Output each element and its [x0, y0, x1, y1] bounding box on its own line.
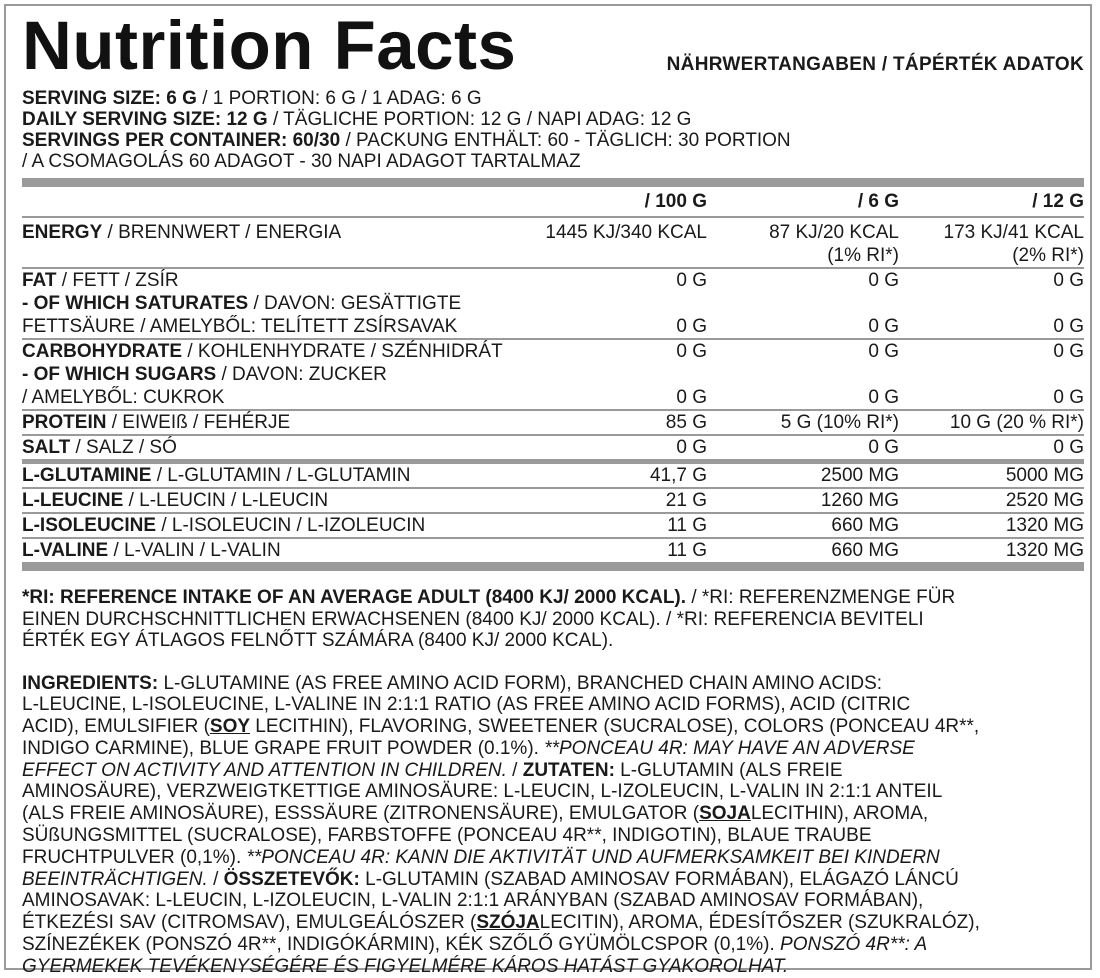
- protein-translations: / EIWEIß / FEHÉRJE: [106, 412, 291, 433]
- energy-12g-ri: (2% RI*): [1012, 245, 1084, 266]
- subtitle: NÄHRWERTANGABEN / TÁPÉRTÉK ADATOK: [666, 54, 1084, 75]
- zutaten-warning: **PONCEAU 4R: KANN DIE AKTIVITÄT UND AUFMERKSAMKEIT BEI KINDERN: [246, 846, 940, 868]
- protein-row: [22, 411, 1084, 434]
- carbohydrate-translations: / KOHLENHYDRATE / SZÉNHIDRÁT: [182, 341, 503, 362]
- nutrition-label: [4, 4, 1092, 977]
- valine-label: L-VALINE: [22, 540, 109, 561]
- daily-serving-text: / TÄGLICHE PORTION: 12 G / NAPI ADAG: 12 G: [267, 109, 692, 130]
- zutaten-text: LECITHIN), AROMA,: [750, 803, 929, 825]
- fat-100g: 0 G: [676, 270, 707, 291]
- serving-size-label: SERVING SIZE: 6 G: [22, 88, 197, 109]
- fat-translations: / FETT / ZSÍR: [56, 270, 179, 291]
- ingredients-text: INDIGO CARMINE), BLUE GRAPE FRUIT POWDER (0.1%).: [22, 737, 545, 759]
- glutamine-100g: 41,7 G: [649, 465, 707, 486]
- ri-note-de-2: EINEN DURCHSCHNITTLICHEN ERWACHSENEN (8400 KJ/ 2000 KCAL). / *RI: REFERENCIA BEVITELI: [22, 608, 924, 630]
- valine-translations: / L-VALIN / L-VALIN: [108, 540, 281, 561]
- glutamine-6g: 2500 MG: [820, 465, 899, 486]
- carbohydrate-100g: 0 G: [676, 341, 707, 362]
- allergen-soja: SOJA: [699, 803, 751, 825]
- ingredients-text: ACID), EMULSIFIER (: [22, 716, 210, 738]
- nutrient-table: [22, 187, 1084, 571]
- servings-per-container-line: [22, 130, 1084, 151]
- ingredients-warning: EFFECT ON ACTIVITY AND ATTENTION IN CHILDREN.: [22, 759, 507, 781]
- sugars-row: [22, 363, 1084, 409]
- ri-note-en: *RI: REFERENCE INTAKE OF AN AVERAGE ADULT (8400 KJ/ 2000 KCAL).: [22, 587, 687, 608]
- isoleucine-12g: 1320 MG: [1005, 515, 1084, 536]
- zutaten-text: SÜßUNGSMITTEL (SUCRALOSE), FARBSTOFFE (PONCEAU 4R**, INDIGOTIN), BLAUE TRAUBE: [22, 825, 872, 847]
- zutaten-text: (ALS FREIE AMINOSÄURE), ESSSÄURE (ZITRONENSÄURE), EMULGATOR (: [22, 803, 700, 825]
- protein-100g: 85 G: [665, 412, 707, 433]
- fat-row: [22, 269, 1084, 292]
- sugars-100g: 0 G: [676, 387, 707, 408]
- page-title: Nutrition Facts: [22, 7, 517, 84]
- salt-label: SALT: [22, 437, 71, 458]
- osszetevok-text: SZÍNEZÉKEK (PONSZÓ 4R**, INDIGÓKÁRMIN), KÉK SZŐLŐ GYÜMÖLCSPOR (0,1%).: [22, 934, 781, 956]
- daily-serving-label: DAILY SERVING SIZE: 12 G: [22, 109, 268, 130]
- saturates-100g: 0 G: [676, 316, 707, 337]
- carbohydrate-12g: 0 G: [1053, 341, 1084, 362]
- glutamine-row: [22, 464, 1084, 487]
- leucine-100g: 21 G: [665, 490, 707, 511]
- energy-translations: / BRENNWERT / ENERGIA: [102, 222, 342, 243]
- valine-12g: 1320 MG: [1005, 540, 1084, 561]
- glutamine-label: L-GLUTAMINE: [22, 465, 152, 486]
- ingredients-text: LECITHIN), FLAVORING, SWEETENER (SUCRALOSE), COLORS (PONCEAU 4R**,: [250, 716, 980, 738]
- leucine-row: [22, 489, 1084, 512]
- serving-size-text: / 1 PORTION: 6 G / 1 ADAG: 6 G: [196, 88, 482, 109]
- servings-hu-line: [22, 151, 1084, 172]
- salt-100g: 0 G: [676, 437, 707, 458]
- ri-note-hu: ÉRTÉK EGY ÁTLAGOS FELNŐTT SZÁMÁRA (8400 KJ/ 2000 KCAL).: [22, 630, 614, 651]
- ingredients-text: L-LEUCINE, L-ISOLEUCINE, L-VALINE IN 2:1:1 RATIO (AS FREE AMINO ACID FORMS), ACID (CITRIC: [22, 694, 911, 716]
- fat-6g: 0 G: [868, 270, 899, 291]
- servings-hu-text: / A CSOMAGOLÁS 60 ADAGOT - 30 NAPI ADAGOT TARTALMAZ: [22, 151, 581, 172]
- divider-thick: [22, 562, 1084, 571]
- salt-translations: / SALZ / SÓ: [70, 437, 177, 458]
- valine-6g: 660 MG: [831, 540, 899, 561]
- saturates-12g: 0 G: [1053, 316, 1084, 337]
- saturates-translations-2: FETTSÄURE / AMELYBŐL: TELÍTETT ZSÍRSAVAK: [22, 316, 458, 337]
- sugars-translations: / DAVON: ZUCKER: [216, 364, 387, 385]
- isoleucine-100g: 11 G: [667, 515, 707, 536]
- leucine-label: L-LEUCINE: [22, 490, 124, 511]
- salt-row: [22, 436, 1084, 459]
- energy-12g: 173 KJ/41 KCAL: [943, 222, 1084, 243]
- osszetevok-warning: GYERMEKEK TEVÉKENYSÉGÉRE ÉS FIGYELMÉRE KÁROS HATÁST GYAKOROLHAT.: [22, 955, 789, 977]
- label-content: [22, 6, 1084, 978]
- carbohydrate-6g: 0 G: [868, 341, 899, 362]
- ingredients-warning: **PONCEAU 4R: MAY HAVE AN ADVERSE: [544, 737, 915, 759]
- valine-100g: 11 G: [667, 540, 707, 561]
- sugars-label: - OF WHICH SUGARS: [22, 364, 217, 385]
- energy-row: [22, 218, 1084, 267]
- column-header-row: [22, 187, 1084, 216]
- osszetevok-text: L-GLUTAMIN (SZABAD AMINOSAV FORMÁBAN), ELÁGAZÓ LÁNCÚ: [359, 868, 959, 890]
- leucine-12g: 2520 MG: [1005, 490, 1084, 511]
- ingredients-text: L-GLUTAMINE (AS FREE AMINO ACID FORM), BRANCHED CHAIN AMINO ACIDS:: [158, 672, 883, 694]
- osszetevok-warning: PONSZÓ 4R**: A: [780, 934, 928, 956]
- separator: /: [506, 759, 523, 781]
- sugars-12g: 0 G: [1053, 387, 1084, 408]
- glutamine-translations: / L-GLUTAMIN / L-GLUTAMIN: [151, 465, 411, 486]
- col-12g: / 12 G: [1032, 191, 1084, 212]
- energy-6g-ri: (1% RI*): [827, 245, 899, 266]
- energy-label: ENERGY: [22, 222, 103, 243]
- serving-size-line: [22, 88, 1084, 109]
- isoleucine-6g: 660 MG: [831, 515, 899, 536]
- osszetevok-label: ÖSSZETEVŐK:: [223, 868, 360, 890]
- carbohydrate-row: [22, 340, 1084, 363]
- daily-serving-line: [22, 109, 1084, 130]
- ingredients-label: INGREDIENTS:: [22, 672, 159, 694]
- fat-label: FAT: [22, 270, 57, 291]
- salt-6g: 0 G: [868, 437, 899, 458]
- saturates-6g: 0 G: [868, 316, 899, 337]
- protein-label: PROTEIN: [22, 412, 107, 433]
- valine-row: [22, 539, 1084, 562]
- col-100g: / 100 G: [644, 191, 707, 212]
- servings-per-container-text: / PACKUNG ENTHÄLT: 60 - TÄGLICH: 30 PORTION: [340, 130, 791, 151]
- col-6g: / 6 G: [857, 191, 899, 212]
- allergen-soy: SOY: [209, 716, 251, 738]
- ingredients-block: [22, 673, 1084, 978]
- salt-12g: 0 G: [1053, 437, 1084, 458]
- leucine-6g: 1260 MG: [820, 490, 899, 511]
- saturates-row: [22, 292, 1084, 338]
- ri-note-de-1: / *RI: REFERENZMENGE FÜR: [686, 587, 956, 608]
- osszetevok-text: AMINOSAVAK: L-LEUCIN, L-IZOLEUCIN, L-VALIN 2:1:1 ARÁNYBAN (SZABAD AMINOSAV FORMÁBAN),: [22, 890, 924, 912]
- fat-12g: 0 G: [1053, 270, 1084, 291]
- osszetevok-text: ÉTKEZÉSI SAV (CITROMSAV), EMULGEÁLÓSZER (: [22, 912, 477, 934]
- isoleucine-label: L-ISOLEUCINE: [22, 515, 157, 536]
- separator: /: [207, 868, 224, 890]
- zutaten-text: L-GLUTAMIN (ALS FREIE: [614, 759, 843, 781]
- allergen-szoja: SZÓJA: [476, 912, 540, 934]
- saturates-label: - OF WHICH SATURATES: [22, 293, 249, 314]
- carbohydrate-label: CARBOHYDRATE: [22, 341, 183, 362]
- protein-12g: 10 G (20 % RI*): [949, 412, 1084, 433]
- saturates-translations: / DAVON: GESÄTTIGTE: [248, 293, 462, 314]
- zutaten-warning: BEEINTRÄCHTIGEN.: [22, 868, 208, 890]
- energy-100g: 1445 KJ/340 KCAL: [545, 222, 707, 243]
- energy-6g: 87 KJ/20 KCAL: [769, 222, 899, 243]
- ri-footnote: [22, 587, 1084, 652]
- osszetevok-text: LECITIN), AROMA, ÉDESÍTŐSZER (SZUKRALÓZ),: [539, 912, 980, 934]
- isoleucine-row: [22, 514, 1084, 537]
- zutaten-text: AMINOSÄURE), VERZWEIGTKETTIGE AMINOSÄURE: L-LEUCIN, L-IZOLEUCIN, L-VALIN IN 2:1:1 ANTEIL: [22, 781, 943, 803]
- sugars-6g: 0 G: [868, 387, 899, 408]
- isoleucine-translations: / L-ISOLEUCIN / L-IZOLEUCIN: [156, 515, 426, 536]
- protein-6g: 5 G (10% RI*): [780, 412, 899, 433]
- servings-per-container-label: SERVINGS PER CONTAINER: 60/30: [22, 130, 341, 151]
- zutaten-text: FRUCHTPULVER (0,1%).: [22, 846, 247, 868]
- sugars-translations-2: / AMELYBŐL: CUKROK: [22, 387, 225, 408]
- zutaten-label: ZUTATEN:: [522, 759, 615, 781]
- glutamine-12g: 5000 MG: [1005, 465, 1084, 486]
- header: [22, 6, 1084, 86]
- leucine-translations: / L-LEUCIN / L-LEUCIN: [123, 490, 329, 511]
- divider-thick: [22, 178, 1084, 187]
- serving-info: [22, 88, 1084, 172]
